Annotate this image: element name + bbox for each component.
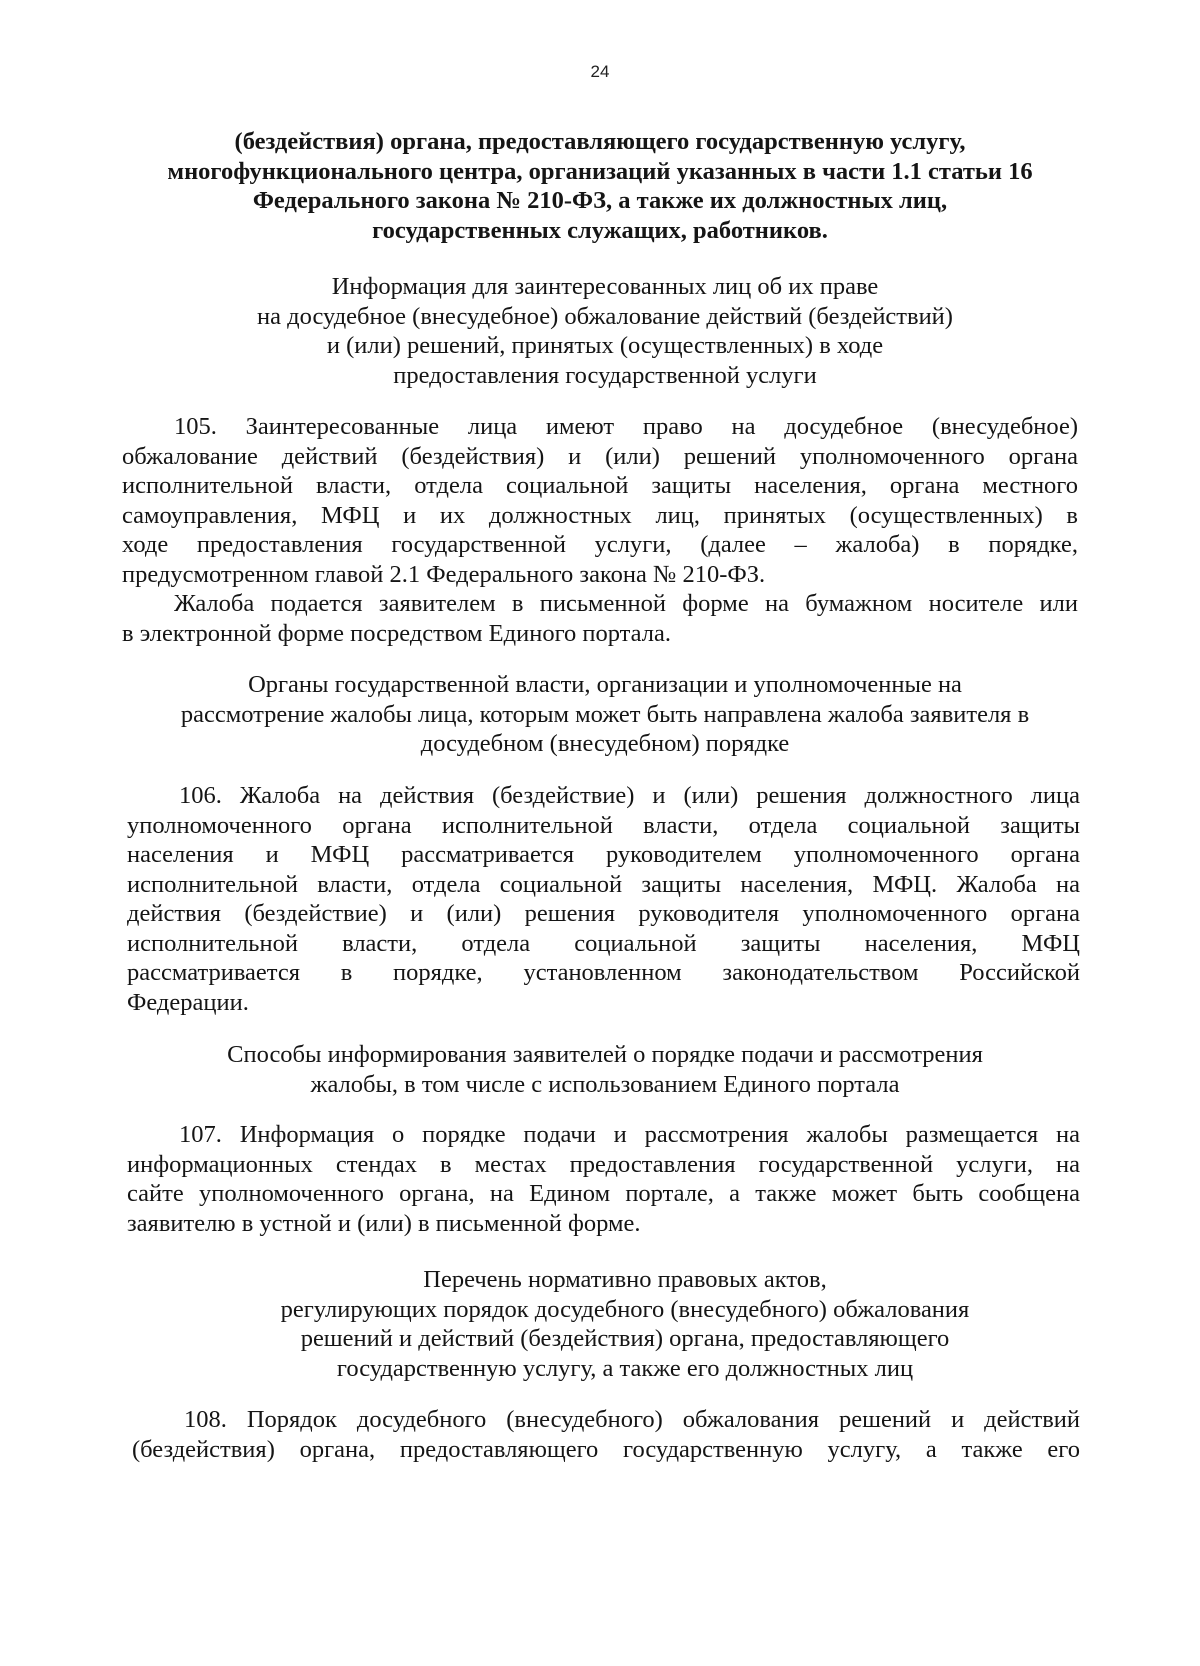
paragraph-line: рассматривается в порядке, установленном законодательством Российской	[127, 959, 1080, 986]
heading-line: Федерального закона № 210-ФЗ, а также их должностных лиц,	[252, 187, 948, 214]
paragraph-line: (бездействия) органа, предоставляющего государственную услугу, а также его	[132, 1435, 1080, 1463]
paragraph-line: предусмотренном главой 2.1 Федерального закона № 210-ФЗ.	[122, 560, 766, 588]
paragraph-line: ходе предоставления государственной услуги, (далее – жалоба) в порядке,	[122, 531, 1078, 558]
paragraph-108	[132, 1405, 1080, 1464]
page-number: 24	[590, 62, 610, 81]
paragraph-line: исполнительной власти, отдела социальной защиты населения, органа местного	[122, 472, 1078, 499]
section-title-line: Способы информирования заявителей о порядке подачи и рассмотрения	[227, 1041, 983, 1068]
paragraph-line: в электронной форме посредством Единого портала.	[122, 619, 672, 647]
paragraph-line: исполнительной власти, отдела социальной защиты населения, МФЦ. Жалоба на	[127, 870, 1080, 898]
section-title-line: Органы государственной власти, организации и уполномоченные на	[248, 671, 962, 698]
section-title-line: Перечень нормативно правовых актов,	[423, 1266, 827, 1293]
section-3-title	[130, 1040, 1080, 1099]
heading-line: государственных служащих, работников.	[372, 216, 828, 244]
paragraph-107	[127, 1120, 1080, 1238]
paragraph-line: заявителю в устной и (или) в письменной форме.	[127, 1209, 641, 1237]
paragraph-line: информационных стендах в местах предоставления государственной услуги, на	[127, 1150, 1080, 1178]
section-4-title	[150, 1265, 1100, 1383]
section-title-line: Информация для заинтересованных лиц об их праве	[331, 273, 879, 300]
section-title-line: на досудебное (внесудебное) обжалование действий (бездействий)	[257, 302, 953, 330]
paragraph-line: обжалование действий (бездействия) и (или) решений уполномоченного органа	[122, 442, 1078, 470]
heading-line: (бездействия) органа, предоставляющего государственную услугу,	[234, 128, 966, 155]
section-title-line: предоставления государственной услуги	[393, 361, 817, 389]
section-title-line: рассмотрение жалобы лица, которым может быть направлена жалоба заявителя в	[180, 700, 1030, 728]
heading-line: многофункционального центра, организаций указанных в части 1.1 статьи 16	[167, 157, 1033, 185]
paragraph-line: 108. Порядок досудебного (внесудебного) обжалования решений и действий	[184, 1406, 1080, 1433]
paragraph-line: действия (бездействие) и (или) решения руководителя уполномоченного органа	[127, 900, 1080, 927]
section-title-line: государственную услугу, а также его должностных лиц	[336, 1354, 914, 1382]
paragraph-line: исполнительной власти, отдела социальной защиты населения, МФЦ	[127, 929, 1080, 957]
paragraph-line: населения и МФЦ рассматривается руководителем уполномоченного органа	[127, 841, 1080, 868]
section-2-title	[110, 670, 1100, 759]
paragraph-line: 105. Заинтересованные лица имеют право на досудебное (внесудебное)	[174, 413, 1078, 440]
paragraph-line: Федерации.	[127, 988, 249, 1016]
paragraph-line: 107. Информация о порядке подачи и рассмотрения жалобы размещается на	[179, 1121, 1080, 1148]
section-title-line: регулирующих порядок досудебного (внесудебного) обжалования	[280, 1295, 970, 1323]
heading-continuation	[118, 127, 1082, 245]
section-title-line: решений и действий (бездействия) органа, предоставляющего	[300, 1325, 950, 1352]
paragraph-105	[122, 412, 1078, 648]
paragraph-line: сайте уполномоченного органа, на Едином портале, а также может быть сообщена	[127, 1180, 1080, 1207]
section-title-line: досудебном (внесудебном) порядке	[420, 730, 790, 757]
paragraph-line: уполномоченного органа исполнительной власти, отдела социальной защиты	[127, 811, 1080, 839]
paragraph-line: Жалоба подается заявителем в письменной форме на бумажном носителе или	[174, 590, 1078, 617]
paragraph-106	[127, 781, 1080, 1017]
paragraph-line: самоуправления, МФЦ и их должностных лиц, принятых (осуществленных) в	[122, 501, 1078, 529]
paragraph-line: 106. Жалоба на действия (бездействие) и (или) решения должностного лица	[179, 782, 1080, 809]
section-1-title	[130, 272, 1080, 390]
section-title-line: жалобы, в том числе с использованием Единого портала	[310, 1070, 900, 1098]
section-title-line: и (или) решений, принятых (осуществленных) в ходе	[326, 332, 884, 359]
